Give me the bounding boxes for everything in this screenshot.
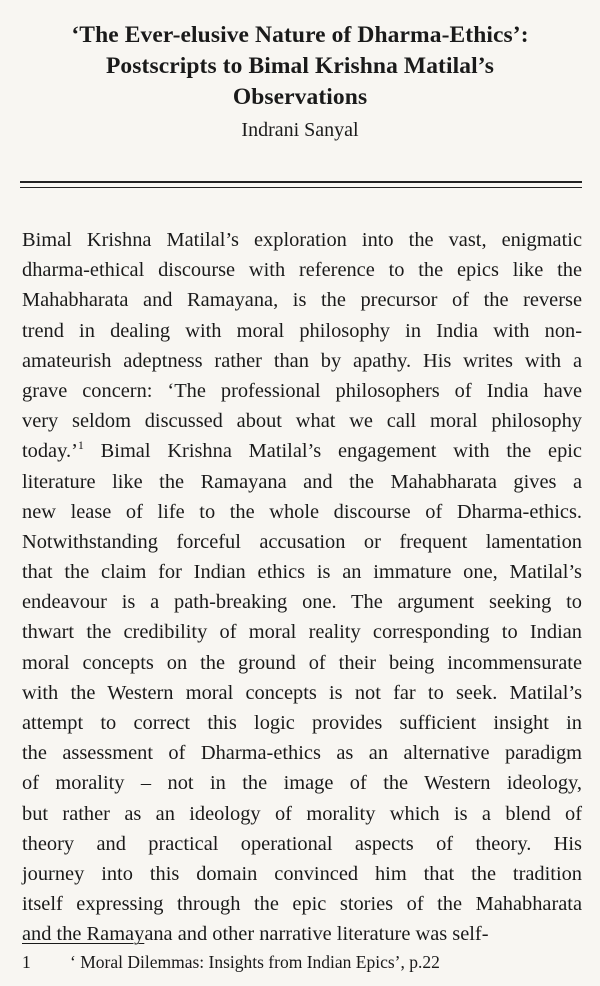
body-line: moral concepts on the ground of their being incommensurate	[22, 651, 582, 674]
body-line: thwart the credibility of moral reality corresponding to Indian	[22, 621, 582, 644]
header-divider-thin	[20, 187, 582, 188]
body-line: the assessment of Dharma-ethics as an alternative paradigm	[22, 742, 582, 765]
body-line-start: today.’	[22, 440, 78, 463]
title-line-2: Postscripts to Bimal Krishna Matilal’s	[105, 53, 495, 79]
body-line: trend in dealing with moral philosophy in India with non-	[22, 319, 582, 342]
body-paragraph	[22, 225, 582, 950]
body-line: Mahabharata and Ramayana, is the precursor of the reverse	[22, 289, 582, 312]
body-line: journey into this domain convinced him that the tradition	[22, 862, 582, 885]
body-line: that the claim for Indian ethics is an immature one, Matilal’s	[22, 561, 582, 584]
body-line: Notwithstanding forceful accusation or frequent lamentation	[22, 530, 582, 553]
body-line: new lease of life to the whole discourse of Dharma-ethics.	[22, 500, 582, 523]
body-line: theory and practical operational aspects of theory. His	[22, 832, 582, 855]
body-line: endeavour is a path-breaking one. The argument seeking to	[22, 591, 582, 614]
footnote-number: 1	[22, 952, 31, 972]
body-line-rest: Bimal Krishna Matilal’s engagement with the epic	[83, 440, 582, 463]
body-line: dharma-ethical discourse with reference to the epics like the	[22, 259, 582, 282]
title-line-1: ‘The Ever-elusive Nature of Dharma-Ethics’:	[71, 22, 529, 48]
body-line: very seldom discussed about what we call moral philosophy	[22, 410, 582, 433]
body-line: of morality – not in the image of the Western ideology,	[22, 772, 582, 795]
article-title	[0, 20, 600, 113]
body-line: literature like the Ramayana and the Mahabharata gives a	[22, 470, 582, 493]
body-line: Bimal Krishna Matilal’s exploration into the vast, enigmatic	[22, 229, 582, 251]
underlined-text: and the Ramay	[22, 923, 145, 946]
body-line: attempt to correct this logic provides sufficient insight in	[22, 712, 582, 734]
body-line: with the Western moral concepts is not far to seek. Matilal’s	[22, 681, 582, 704]
body-line: but rather as an ideology of morality which is a blend of	[22, 802, 582, 825]
footnote-ref: 1	[77, 438, 84, 453]
body-line	[22, 436, 582, 466]
header-divider-thick	[20, 181, 582, 183]
body-line: grave concern: ‘The professional philosophers of India have	[22, 379, 582, 402]
footnote-text: ‘ Moral Dilemmas: Insights from Indian Epics’, p.22	[70, 952, 440, 972]
author-name: Indrani Sanyal	[241, 119, 359, 141]
body-line: amateurish adeptness rather than by apathy. His writes with a	[22, 349, 582, 372]
footnote	[22, 950, 582, 974]
title-line-3: Observations	[232, 84, 368, 110]
body-line	[22, 919, 582, 949]
body-line-rest: ana and other narrative literature was self-	[144, 923, 489, 946]
body-line: itself expressing through the epic stories of the Mahabharata	[22, 893, 582, 916]
article-header	[0, 20, 600, 143]
